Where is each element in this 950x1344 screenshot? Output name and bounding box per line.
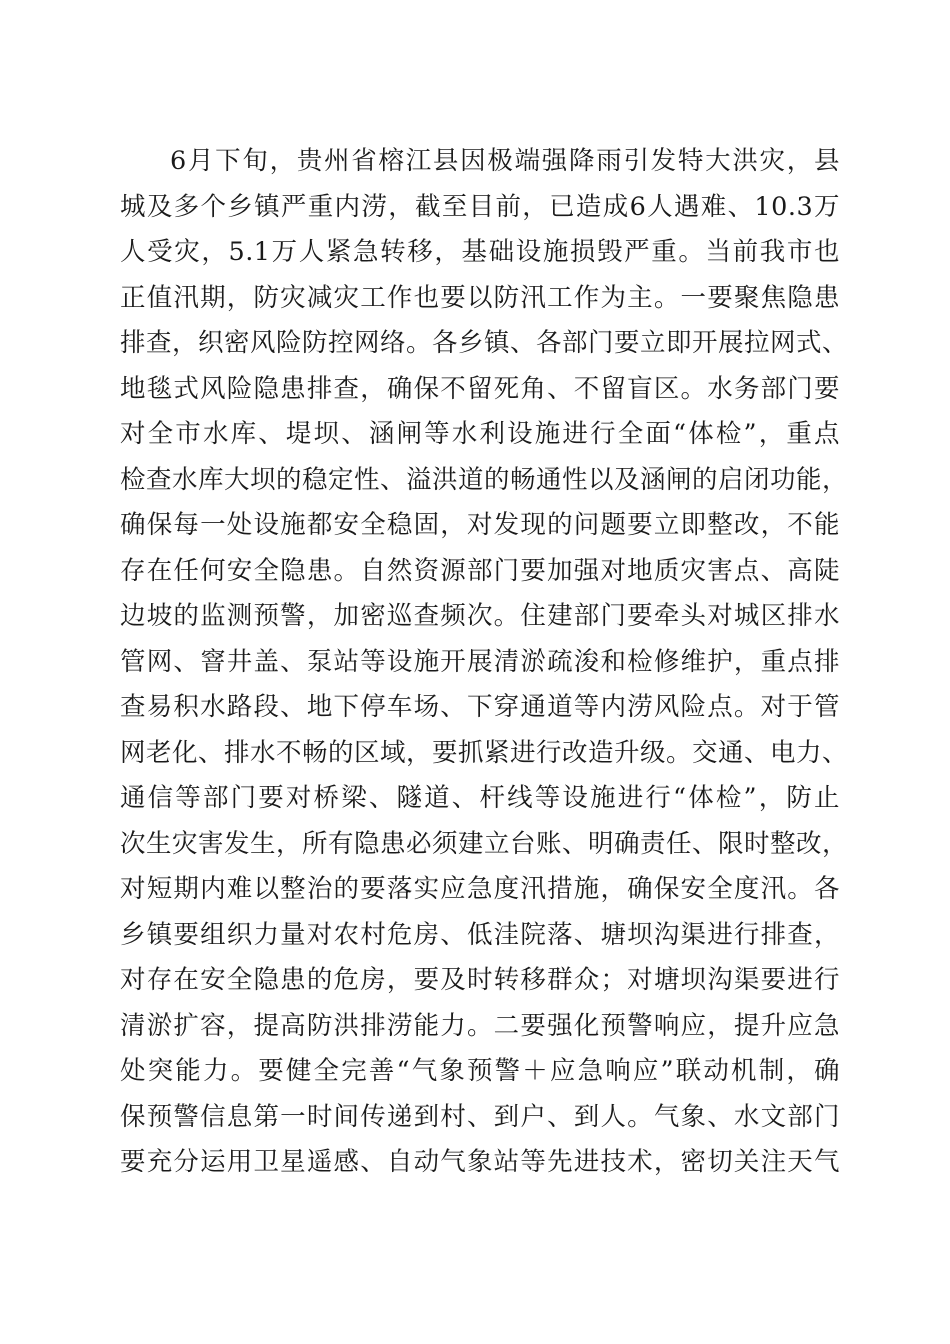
paragraph-line: 管网、窨井盖、泵站等设施开展清淤疏浚和检修维护，重点排 — [120, 646, 840, 677]
body-paragraph — [120, 139, 849, 1186]
paragraph-line: 清淤扩容，提高防洪排涝能力。二要强化预警响应，提升应急 — [120, 1010, 840, 1041]
paragraph-line: 对短期内难以整治的要落实应急度汛措施，确保安全度汛。各 — [120, 874, 840, 904]
paragraph-line: 排查，织密风险防控网络。各乡镇、各部门要立即开展拉网式、 — [120, 328, 849, 358]
paragraph-line: 边坡的监测预警，加密巡查频次。住建部门要牵头对城区排水 — [120, 601, 840, 631]
paragraph-line: 城及多个乡镇严重内涝，截至目前，已造成6人遇难、10.3万 — [120, 191, 840, 222]
paragraph-line: 正值汛期，防灾减灾工作也要以防汛工作为主。一要聚焦隐患 — [120, 282, 840, 313]
paragraph-line: 地毯式风险隐患排查，确保不留死角、不留盲区。水务部门要 — [120, 373, 840, 404]
paragraph-line: 存在任何安全隐患。自然资源部门要加强对地质灾害点、高陡 — [120, 555, 840, 586]
paragraph-line: 对全市水库、堤坝、涵闸等水利设施进行全面“体检”，重点 — [120, 419, 840, 449]
paragraph-line: 保预警信息第一时间传递到村、到户、到人。气象、水文部门 — [120, 1101, 840, 1132]
paragraph-line: 处突能力。要健全完善“气象预警＋应急响应”联动机制，确 — [120, 1056, 840, 1086]
paragraph-line: 对存在安全隐患的危房，要及时转移群众；对塘坝沟渠要进行 — [120, 965, 840, 995]
paragraph-line: 确保每一处设施都安全稳固，对发现的问题要立即整改，不能 — [120, 510, 840, 540]
paragraph-line: 通信等部门要对桥梁、隧道、杆线等设施进行“体检”，防止 — [120, 783, 840, 813]
paragraph-line: 检查水库大坝的稳定性、溢洪道的畅通性以及涵闸的启闭功能， — [120, 464, 849, 495]
paragraph-line: 人受灾，5.1万人紧急转移，基础设施损毁严重。当前我市也 — [120, 237, 840, 267]
paragraph-line: 6月下旬，贵州省榕江县因极端强降雨引发特大洪灾，县 — [170, 146, 840, 176]
paragraph-line: 网老化、排水不畅的区域，要抓紧进行改造升级。交通、电力、 — [120, 737, 849, 768]
paragraph-line: 查易积水路段、地下停车场、下穿通道等内涝风险点。对于管 — [120, 692, 840, 722]
paragraph-line: 乡镇要组织力量对农村危房、低洼院落、塘坝沟渠进行排查， — [120, 919, 840, 950]
paragraph-line: 要充分运用卫星遥感、自动气象站等先进技术，密切关注天气 — [120, 1147, 840, 1177]
paragraph-line: 次生灾害发生，所有隐患必须建立台账、明确责任、限时整改， — [120, 828, 849, 859]
